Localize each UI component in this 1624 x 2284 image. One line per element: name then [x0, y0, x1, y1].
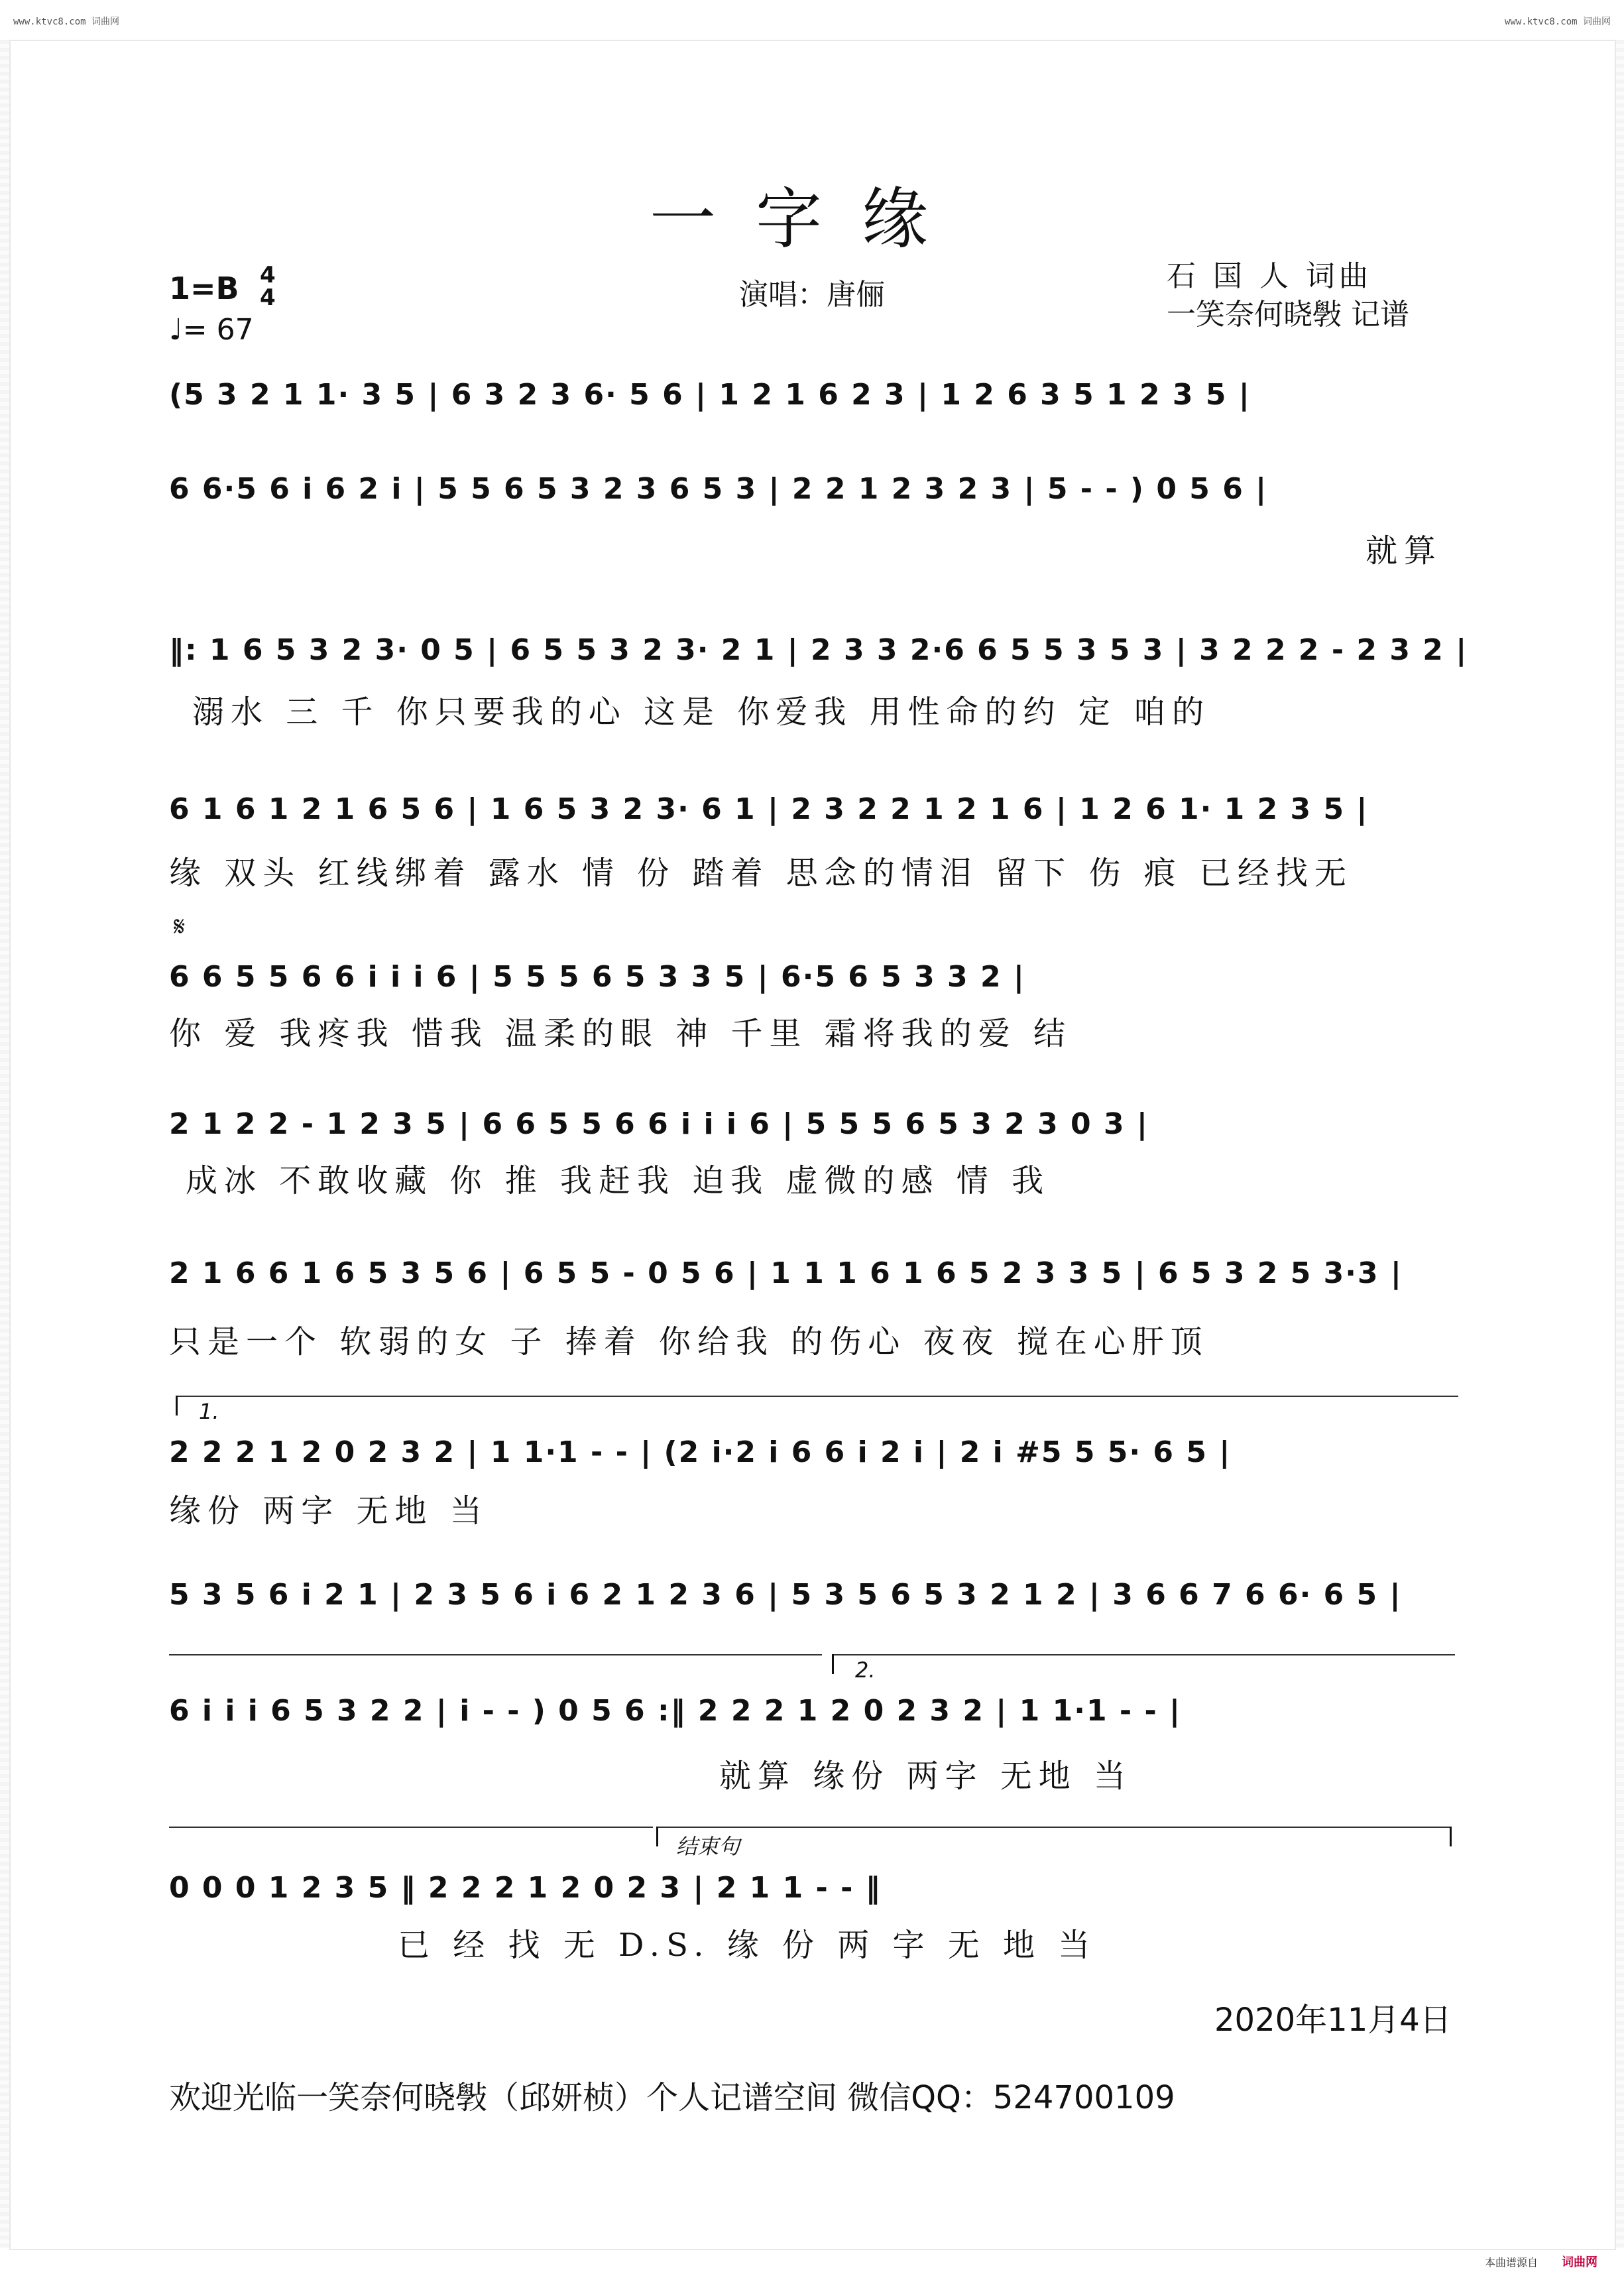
- lyric-row-10: 就算 缘份 两字 无地 当: [719, 1758, 1133, 1795]
- lyric-row-2: 就算: [1365, 532, 1443, 570]
- lyric-row-3: 溺水 三 千 你只要我的心 这是 你爱我 用性命的约 定 咱的: [192, 693, 1211, 731]
- key-signature: 1=B: [169, 270, 239, 306]
- volta-2-bracket-start: [832, 1654, 834, 1674]
- lyric-row-11: 已 经 找 无 D.S. 缘 份 两 字 无 地 当: [398, 1927, 1097, 1964]
- date-stamp: 2020年11月4日: [1214, 2002, 1452, 2039]
- composer-credit: 石 国 人 词曲: [1167, 259, 1372, 293]
- lyric-row-8: 缘份 两字 无地 当: [169, 1492, 489, 1530]
- score-row-3: ‖: 1 6 5 3 2 3· 0 5 | 6 5 5 3 2 3· 2 1 | 2 3 3 2·6 6 5 5 3 5 3 | 3 2 2 2 - 2 3 2 |: [169, 633, 1468, 667]
- score-row-2: 6 6·5 6 i 6 2 i | 5 5 6 5 3 2 3 6 5 3 | 2 2 1 2 3 2 3 | 5 - - ) 0 5 6 |: [169, 472, 1268, 506]
- volta-1-bracket-start: [176, 1396, 178, 1415]
- score-row-4: 6 1 6 1 2 1 6 5 6 | 1 6 5 3 2 3· 6 1 | 2 3 2 2 1 2 1 6 | 1 2 6 1· 1 2 3 5 |: [169, 792, 1369, 826]
- lyric-row-5: 你 爱 我疼我 惜我 温柔的眼 神 千里 霜将我的爱 结: [169, 1015, 1073, 1052]
- ending-bracket: [656, 1827, 1452, 1828]
- footer-note: 欢迎光临一笑奈何晓斅（邱妍桢）个人记谱空间 微信QQ：524700109: [169, 2079, 1175, 2116]
- time-signature-bottom: 4: [260, 284, 276, 311]
- score-row-5: 6 6 5 5 6 6 i i i 6 | 5 5 5 6 5 3 3 5 | 6·5 6 5 3 3 2 |: [169, 960, 1025, 994]
- lyric-row-4: 缘 双头 红线绑着 露水 情 份 踏着 思念的情泪 留下 伤 痕 已经找无: [169, 855, 1353, 892]
- tempo-mark: ♩= 67: [169, 313, 254, 347]
- row-10-bracket: [169, 1654, 822, 1655]
- source-logo: 词曲网: [1562, 2255, 1597, 2269]
- score-row-6: 2 1 2 2 - 1 2 3 5 | 6 6 5 5 6 6 i i i 6 | 5 5 5 6 5 3 2 3 0 3 |: [169, 1107, 1149, 1141]
- singer-credit: 演唱：唐俪: [739, 278, 885, 312]
- ending-bracket-start: [656, 1827, 658, 1846]
- segno-sign: 𝄋: [174, 912, 186, 942]
- row-11-bracket: [169, 1827, 653, 1828]
- score-row-7: 2 1 6 6 1 6 5 3 5 6 | 6 5 5 - 0 5 6 | 1 1 1 6 1 6 5 2 3 3 5 | 6 5 3 2 5 3·3 |: [169, 1256, 1403, 1290]
- volta-2-label: 2.: [855, 1657, 876, 1683]
- score-row-11: 0 0 0 1 2 3 5 ‖ 2 2 2 1 2 0 2 3 | 2 1 1 - - ‖: [169, 1871, 882, 1905]
- ending-label: 结束句: [676, 1834, 740, 1859]
- time-signature: [260, 264, 276, 309]
- lyric-row-7: 只是一个 软弱的女 子 捧着 你给我 的伤心 夜夜 搅在心肝顶: [169, 1323, 1209, 1360]
- left-margin-strip: [0, 40, 9, 2248]
- score-row-8: 2 2 2 1 2 0 2 3 2 | 1 1·1 - - | (2 i·2 i 6 6 i 2 i | 2 i #5 5 5· 6 5 |: [169, 1435, 1232, 1469]
- song-title: 一字缘: [650, 180, 968, 258]
- source-note: 本曲谱源自: [1484, 2256, 1538, 2269]
- transcriber-credit: 一笑奈何晓斅 记谱: [1167, 298, 1409, 331]
- score-row-9: 5 3 5 6 i 2 1 | 2 3 5 6 i 6 2 1 2 3 6 | 5 3 5 6 5 3 2 1 2 | 3 6 6 7 6 6· 6 5 |: [169, 1578, 1402, 1612]
- right-margin-strip: [1615, 40, 1624, 2248]
- volta-1-bracket: [176, 1396, 1458, 1397]
- score-row-1: (5 3 2 1 1· 3 5 | 6 3 2 3 6· 5 6 | 1 2 1 6 2 3 | 1 2 6 3 5 1 2 3 5 |: [169, 378, 1251, 412]
- watermark-top-left: www.ktvc8.com 词曲网: [13, 17, 120, 27]
- volta-1-label: 1.: [199, 1399, 219, 1424]
- ending-bracket-end: [1450, 1827, 1452, 1846]
- volta-2-bracket: [832, 1654, 1455, 1655]
- time-signature-top: 4: [260, 262, 276, 288]
- watermark-top-right: www.ktvc8.com 词曲网: [1504, 17, 1611, 27]
- page-border: [9, 40, 1616, 2250]
- score-row-10: 6 i i i 6 5 3 2 2 | i - - ) 0 5 6 :‖ 2 2 2 1 2 0 2 3 2 | 1 1·1 - - |: [169, 1694, 1182, 1728]
- lyric-row-6: 成冰 不敢收藏 你 推 我赶我 迫我 虚微的感 情 我: [186, 1162, 1051, 1199]
